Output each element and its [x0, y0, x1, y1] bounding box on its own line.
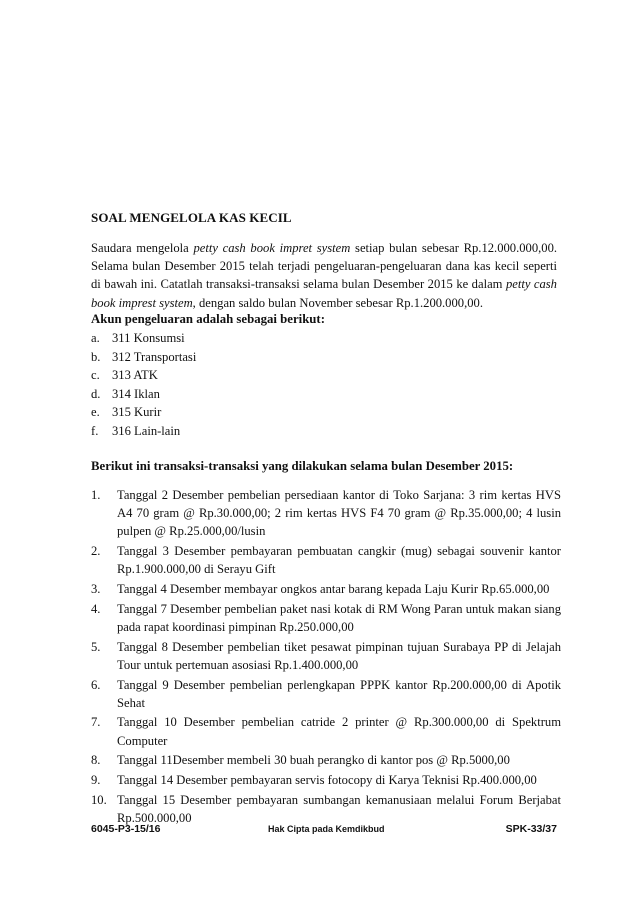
transaction-text: Tanggal 11Desember membeli 30 buah perangko di kantor pos @ Rp.5000,00 [117, 753, 510, 768]
transaction-item [91, 791, 561, 827]
intro-text-1: Saudara mengelola [91, 241, 194, 255]
transaction-item [91, 713, 561, 749]
section-title: SOAL MENGELOLA KAS KECIL [91, 210, 292, 225]
account-marker: d. [91, 386, 101, 401]
transaction-item [91, 600, 561, 636]
transaction-item [91, 676, 561, 712]
account-label: 311 Konsumsi [112, 331, 185, 345]
transaction-text: Tanggal 8 Desember pembelian tiket pesawat pimpinan tujuan Surabaya PP di Jelajah Tour untuk pertemuan asosiasi Rp.1.400.000,00 [117, 639, 561, 672]
account-label: 316 Lain-lain [112, 423, 181, 438]
transaction-number: 2. [91, 544, 101, 559]
transaction-text: Tanggal 2 Desember pembelian persediaan kantor di Toko Sarjana: 3 rim kertas HVS A4 70 gram @ Rp.30.000,00; 2 rim kertas HVS F4 70 gram @ Rp.35.000,00; 4 lusin pulpen @ Rp.25.000,00/lusin [117, 488, 561, 539]
copyright-notice: Hak Cipta pada Kemdikbud [268, 824, 385, 834]
transaction-text: Tanggal 4 Desember membayar ongkos antar barang kepada Laju Kurir Rp.65.000,00 [117, 582, 550, 597]
document-code: 6045-P3-15/16 [91, 823, 161, 835]
transaction-text: Tanggal 15 Desember pembayaran sumbangan kemanusiaan melalui Forum Berjabat Rp.500.000,00 [117, 792, 561, 825]
transaction-text: Tanggal 3 Desember pembayaran pembuatan cangkir (mug) sebagai souvenir kantor Rp.1.900.000,00 di Serayu Gift [117, 544, 561, 577]
accounts-heading: Akun pengeluaran adalah sebagai berikut: [91, 312, 325, 326]
intro-paragraph [91, 239, 557, 312]
transaction-item [91, 751, 561, 769]
account-item [91, 385, 391, 404]
transaction-number: 3. [91, 582, 101, 597]
account-marker: e. [91, 405, 100, 419]
account-label: 315 Kurir [112, 405, 162, 419]
transaction-number: 9. [91, 773, 101, 788]
transaction-item [91, 580, 561, 598]
transaction-text: Tanggal 9 Desember pembelian perlengkapan PPPK kantor Rp.200.000,00 di Apotik Sehat [117, 677, 561, 710]
account-marker: a. [91, 331, 100, 345]
transaction-text: Tanggal 14 Desember pembayaran servis fotocopy di Karya Teknisi Rp.400.000,00 [117, 773, 537, 788]
intro-term-2: petty cash book imprest system [91, 277, 557, 310]
transaction-item [91, 542, 561, 578]
page-number: SPK-33/37 [505, 823, 557, 835]
transaction-number: 4. [91, 601, 101, 616]
transaction-item [91, 638, 561, 674]
account-label: 313 ATK [112, 368, 158, 382]
accounts-list [91, 329, 391, 440]
account-label: 312 Transportasi [112, 349, 197, 364]
transaction-text: Tanggal 7 Desember pembelian paket nasi kotak di RM Wong Paran untuk makan siang pada rapat koordinasi pimpinan Rp.250.000,00 [117, 601, 561, 634]
account-item [91, 329, 391, 348]
transaction-number: 8. [91, 753, 101, 768]
intro-term-1: petty cash book impret system [193, 241, 351, 255]
account-label: 314 Iklan [112, 386, 160, 401]
transaction-number: 5. [91, 639, 101, 654]
account-item [91, 422, 391, 441]
transaction-number: 6. [91, 677, 101, 692]
intro-text-3: , dengan saldo bulan November sebesar Rp.1.200.000,00. [192, 295, 483, 310]
account-marker: b. [91, 349, 101, 364]
transactions-heading: Berikut ini transaksi-transaksi yang dilakukan selama bulan Desember 2015: [91, 459, 514, 473]
account-item [91, 348, 391, 367]
transaction-number: 7. [91, 715, 101, 730]
transaction-item [91, 771, 561, 789]
intro-text-2: setiap bulan sebesar Rp.12.000.000,00. Selama bulan Desember 2015 telah terjadi pengeluaran-pengeluaran dana kas kecil seperti di bawah ini. Catatlah transaksi-transaksi selama bulan Desember 2015 ke dalam [91, 241, 558, 292]
page-footer [91, 823, 557, 839]
transaction-number: 10. [91, 792, 107, 807]
transaction-text: Tanggal 10 Desember pembelian catride 2 printer @ Rp.300.000,00 di Spektrum Computer [117, 715, 561, 748]
account-marker: c. [91, 368, 100, 382]
transaction-number: 1. [91, 488, 101, 502]
transactions-list [91, 486, 561, 829]
account-item [91, 403, 391, 422]
account-marker: f. [91, 423, 99, 438]
account-item [91, 366, 391, 385]
transaction-item [91, 486, 561, 541]
